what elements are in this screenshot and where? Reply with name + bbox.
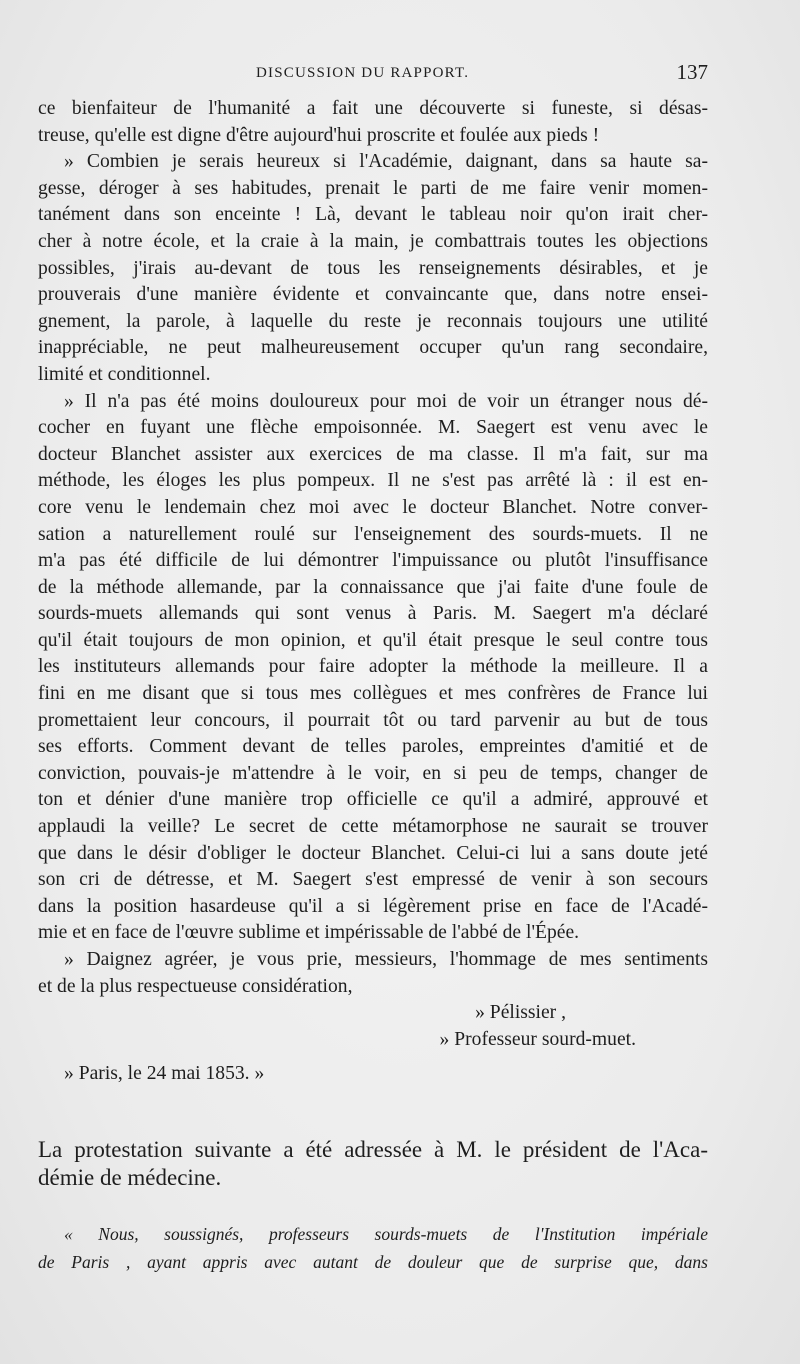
text-line: promettaient leur concours, il pourrait tôt ou tard parvenir au but de tous: [38, 709, 708, 731]
text-line: docteur Blanchet assister aux exercices de ma classe. Il m'a fait, sur ma: [38, 443, 708, 465]
text-line: que dans le désir d'obliger le docteur Blanchet. Celui-ci lui a sans doute jeté: [38, 842, 708, 864]
signature-name: » Pélissier ,: [475, 1002, 566, 1024]
text-line: et de la plus respectueuse considération,: [38, 975, 353, 997]
protest-quote: [38, 1220, 708, 1276]
text-line: de la méthode allemande, par la connaissance que j'ai faite d'une foule de: [38, 576, 708, 598]
text-line: sourds-muets allemands qui sont venus à Paris. M. Saegert m'a déclaré: [38, 603, 708, 625]
text-line: gnement, la parole, à laquelle du reste je reconnais toujours une utilité: [38, 310, 708, 332]
text-line: cher à notre école, et la craie à la main, je combattrais toutes les objections: [38, 230, 708, 252]
text-line: ce bienfaiteur de l'humanité a fait une découverte si funeste, si désas-: [38, 98, 708, 119]
signature-title: » Professeur sourd-muet.: [439, 1028, 636, 1050]
protest-introduction: [38, 1136, 708, 1192]
text-line: treuse, qu'elle est digne d'être aujourd'hui proscrite et foulée aux pieds !: [38, 124, 600, 146]
text-line: limité et conditionnel.: [38, 363, 211, 385]
text-line: dans la position hasardeuse qu'il a si légèrement prise en face de l'Acadé-: [38, 895, 708, 917]
text-line: tanément dans son enceinte ! Là, devant le tableau noir qu'on irait cher-: [38, 204, 708, 226]
text-line: sation a naturellement roulé sur l'enseignement des sourds-muets. Il ne: [38, 523, 708, 545]
text-line: son cri de détresse, et M. Saegert s'est empressé de venir à son secours: [38, 869, 708, 891]
text-line: de Paris , ayant appris avec autant de douleur que de surprise que, dans: [38, 1252, 708, 1272]
page-header: [38, 62, 708, 88]
text-line: démie de médecine.: [38, 1165, 222, 1190]
text-line: possibles, j'irais au-devant de tous les renseignements désirables, et je: [38, 257, 708, 279]
text-line: « Nous, soussignés, professeurs sourds-muets de l'Institution impériale: [64, 1224, 708, 1244]
text-line: applaudi la veille? Le secret de cette métamorphose ne saurait se trouver: [38, 816, 708, 838]
text-line: mie et en face de l'œuvre sublime et impérissable de l'abbé de l'Épée.: [38, 922, 580, 944]
date-line: » Paris, le 24 mai 1853. »: [64, 1063, 265, 1085]
text-line: conviction, pouvais-je m'attendre à le voir, en si peu de temps, changer de: [38, 762, 708, 784]
text-line: les instituteurs allemands pour faire adopter la méthode la meilleure. Il a: [38, 656, 708, 678]
text-line: qu'il était toujours de mon opinion, et qu'il était presque le seul contre tous: [38, 629, 708, 651]
text-line: » Il n'a pas été moins douloureux pour moi de voir un étranger nous dé-: [64, 390, 708, 412]
text-line: cocher en fuyant une flèche empoisonnée. M. Saegert est venu avec le: [38, 417, 708, 439]
text-line: core venu le lendemain chez moi avec le docteur Blanchet. Notre conver-: [38, 496, 708, 518]
text-line: m'a pas été difficile de lui démontrer l'impuissance ou plutôt l'insuffisance: [38, 550, 708, 572]
text-line: ses efforts. Comment devant de telles paroles, empreintes d'amitié et de: [38, 736, 708, 758]
text-line: fini en me disant que si tous mes collègues et mes confrères de France lui: [38, 683, 708, 705]
body-text: [38, 96, 708, 1088]
text-line: La protestation suivante a été adressée à M. le président de l'Aca-: [38, 1137, 708, 1162]
text-line: » Daignez agréer, je vous prie, messieurs, l'hommage de mes sentiments: [64, 949, 708, 970]
text-line: gesse, déroger à ses habitudes, prenait le parti de me faire venir momen-: [38, 177, 708, 199]
running-head: DISCUSSION DU RAPPORT.: [256, 65, 470, 81]
text-line: inappréciable, ne peut malheureusement occuper qu'un rang secondaire,: [38, 337, 708, 359]
text-line: ton et dénier d'une manière trop officielle ce qu'il a admiré, approuvé et: [38, 789, 708, 811]
page-number: 137: [676, 60, 708, 84]
text-line: prouverais d'une manière évidente et convaincante que, dans notre ensei-: [38, 284, 708, 306]
text-line: » Combien je serais heureux si l'Académie, daignant, dans sa haute sa-: [64, 151, 708, 173]
text-line: méthode, les éloges les plus pompeux. Il ne s'est pas arrêté là : il est en-: [38, 470, 708, 492]
